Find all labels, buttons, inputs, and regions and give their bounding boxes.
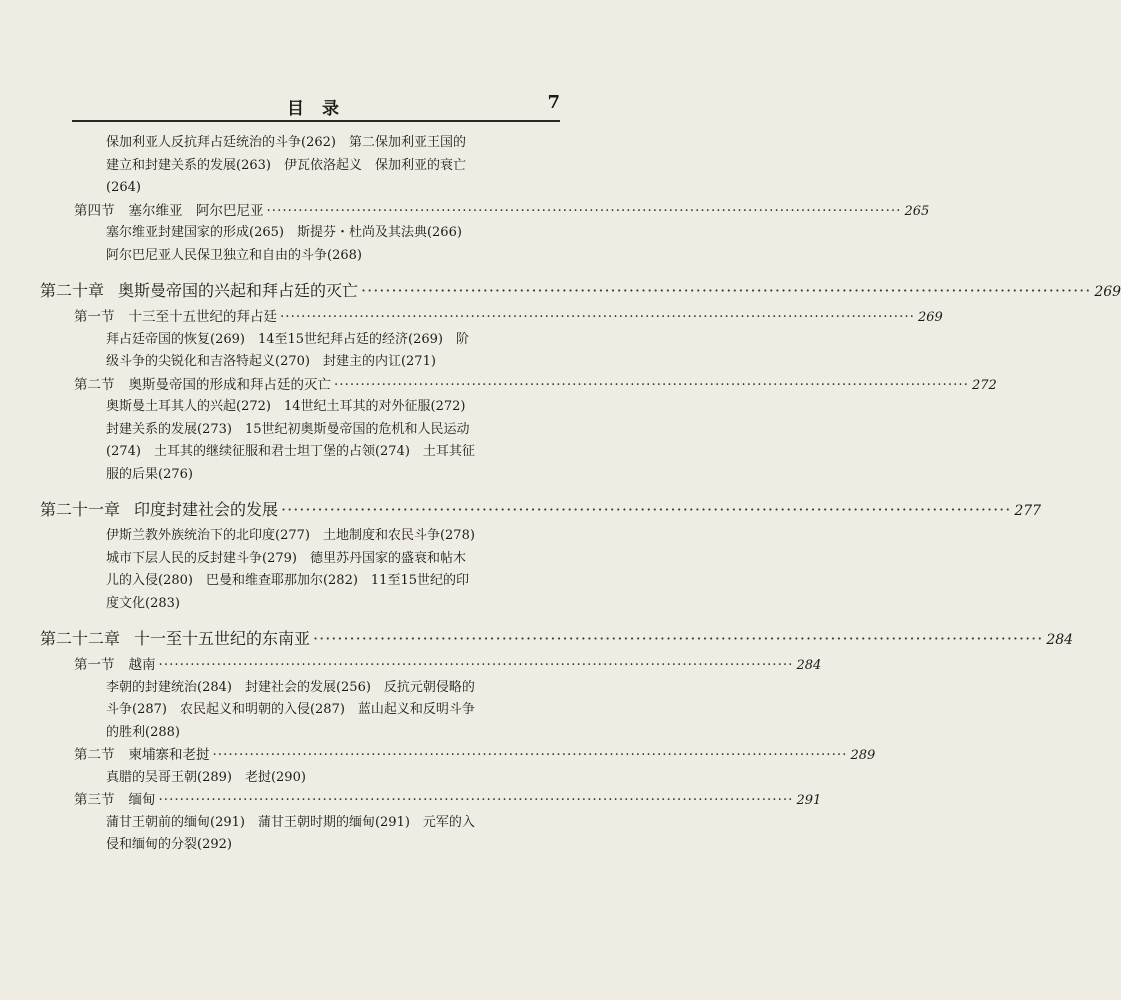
leader-dots: ························································································································ xyxy=(158,792,794,808)
toc-subtopics-line: 建立和封建关系的发展(263) 伊瓦依洛起义 保加利亚的衰亡 xyxy=(106,157,466,173)
entry-label: 第二十二章 xyxy=(40,629,121,648)
entry-label: 第一节 xyxy=(74,309,115,325)
toc-subtopics-line: 的胜利(288) xyxy=(106,724,180,740)
leader-dots: ························································································································ xyxy=(212,747,848,763)
toc-subtopics-line: 奥斯曼土耳其人的兴起(272) 14世纪土耳其的对外征服(272) xyxy=(106,399,466,414)
toc-subtopics-line: 伊斯兰教外族统治下的北印度(277) 土地制度和农民斗争(278) xyxy=(106,528,475,543)
toc-subtopics-line: (274) 土耳其的继续征服和君士坦丁堡的占领(274) 土耳其征 xyxy=(106,444,475,459)
entry-title: 缅甸 xyxy=(128,792,156,808)
toc-section-entry xyxy=(40,789,822,812)
toc-section-entry xyxy=(40,374,997,397)
toc-chapter-entry xyxy=(40,625,1074,652)
leader-dots: ························································································································ xyxy=(158,657,794,673)
entry-label: 第二节 xyxy=(74,747,115,763)
toc-subtopics-line: (264) xyxy=(106,180,141,195)
leader-dots: ························································································································ xyxy=(313,629,1044,648)
toc-subtopics-line: 封建关系的发展(273) 15世纪初奥斯曼帝国的危机和人民运动 xyxy=(106,421,470,437)
toc-subtopics-line: 蒲甘王朝前的缅甸(291) 蒲甘王朝时期的缅甸(291) 元军的入 xyxy=(106,814,475,830)
entry-title: 越南 xyxy=(128,657,156,673)
toc-subtopics-line: 斗争(287) 农民起义和明朝的入侵(287) 蓝山起义和反明斗争 xyxy=(106,702,475,717)
toc-subtopics-line: 阿尔巴尼亚人民保卫独立和自由的斗争(268) xyxy=(106,247,362,263)
entry-page-number: 289 xyxy=(850,748,876,763)
entry-label: 第三节 xyxy=(74,792,115,808)
toc-subtopics-line: 儿的入侵(280) 巴曼和维查耶那加尔(282) 11至15世纪的印 xyxy=(106,573,469,588)
toc-subtopics-line: 李朝的封建统治(284) 封建社会的发展(256) 反抗元朝侵略的 xyxy=(106,679,475,695)
leader-dots: ························································································································ xyxy=(334,376,969,393)
toc-chapter-entry xyxy=(40,496,1042,523)
toc-subtopics-line: 城市下层人民的反封建斗争(279) 德里苏丹国家的盛衰和帖木 xyxy=(106,550,466,566)
toc-subtopics-line: 保加利亚人反抗拜占廷统治的斗争(262) 第二保加利亚王国的 xyxy=(106,135,466,150)
entry-title: 十一至十五世纪的东南亚 xyxy=(134,629,311,648)
table-of-contents xyxy=(40,132,1121,857)
toc-chapter-entry xyxy=(40,277,1121,304)
toc-section-entry xyxy=(40,306,943,329)
header-rule xyxy=(72,120,560,122)
entry-page-number: 277 xyxy=(1014,503,1042,519)
entry-label: 第一节 xyxy=(74,657,115,673)
toc-subtopics-line: 真腊的吴哥王朝(289) 老挝(290) xyxy=(106,769,306,785)
page-number: 7 xyxy=(547,92,560,113)
entry-title: 柬埔寨和老挝 xyxy=(128,747,210,763)
entry-label: 第四节 xyxy=(74,202,115,219)
entry-page-number: 269 xyxy=(917,310,943,325)
toc-subtopics-line: 侵和缅甸的分裂(292) xyxy=(106,837,232,852)
toc-subtopics-line: 服的后果(276) xyxy=(106,466,193,482)
toc-section-entry xyxy=(40,744,876,767)
entry-title: 十三至十五世纪的拜占廷 xyxy=(128,309,277,325)
entry-title: 奥斯曼帝国的形成和拜占廷的灭亡 xyxy=(128,376,331,393)
entry-label: 第二十章 xyxy=(40,281,105,300)
entry-label: 第二十一章 xyxy=(40,500,121,519)
toc-section-entry xyxy=(40,654,822,677)
toc-section-entry xyxy=(40,200,930,223)
entry-page-number: 272 xyxy=(971,377,997,393)
leader-dots: ························································································································ xyxy=(266,202,902,219)
page-title: 目 录 xyxy=(287,99,345,119)
running-header xyxy=(72,92,560,118)
entry-page-number: 269 xyxy=(1094,284,1121,300)
leader-dots: ························································································································ xyxy=(280,309,915,325)
entry-title: 塞尔维亚 阿尔巴尼亚 xyxy=(128,202,264,219)
entry-page-number: 284 xyxy=(796,658,822,673)
entry-title: 奥斯曼帝国的兴起和拜占廷的灭亡 xyxy=(118,281,359,300)
leader-dots: ························································································································ xyxy=(281,500,1012,519)
toc-subtopics-line: 塞尔维亚封建国家的形成(265) 斯提芬・杜尚及其法典(266) xyxy=(106,225,462,240)
entry-page-number: 284 xyxy=(1046,632,1074,648)
toc-subtopics-line: 级斗争的尖锐化和吉洛特起义(270) 封建主的内讧(271) xyxy=(106,354,436,369)
entry-page-number: 265 xyxy=(904,203,930,219)
entry-page-number: 291 xyxy=(796,793,822,808)
leader-dots: ························································································································ xyxy=(361,281,1092,300)
toc-subtopics-line: 拜占廷帝国的恢复(269) 14至15世纪拜占廷的经济(269) 阶 xyxy=(106,331,469,347)
entry-label: 第二节 xyxy=(74,376,115,393)
toc-subtopics-line: 度文化(283) xyxy=(106,595,180,611)
entry-title: 印度封建社会的发展 xyxy=(134,500,279,519)
